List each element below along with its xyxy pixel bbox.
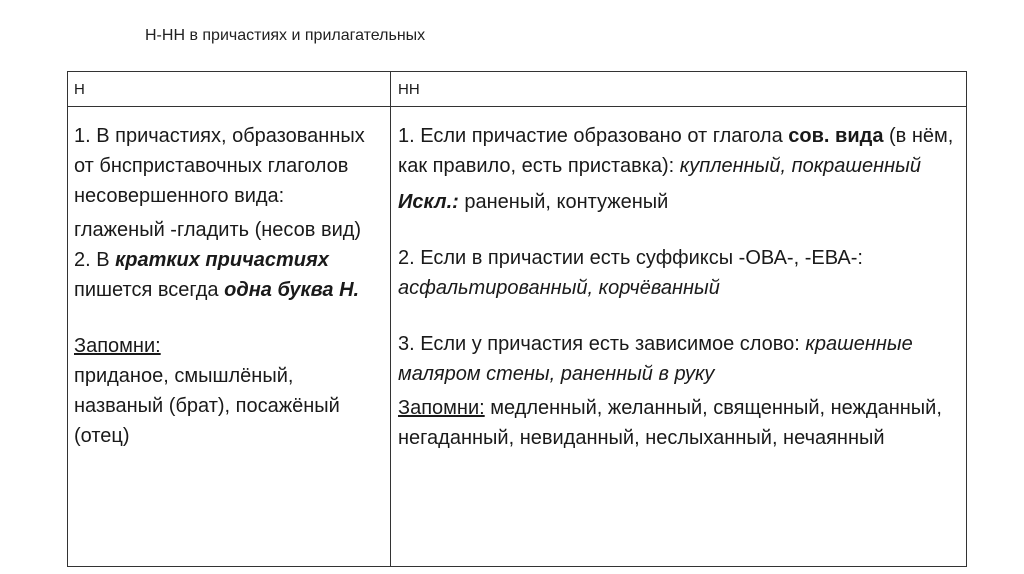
- rule-nn-3-examples: крашенные маляром стены, раненный в руку: [398, 333, 913, 385]
- remember-nn: [398, 393, 964, 453]
- remember-label-nn: Запомни:: [398, 397, 485, 419]
- short-participles-term: кратких причастиях: [115, 249, 329, 271]
- header-n: Н: [74, 81, 85, 98]
- cell-nn-rules: [398, 121, 964, 453]
- page-title: Н-НН в причастиях и прилагательных: [145, 27, 426, 44]
- rule-nn-2: 2. Если в причастии есть суффиксы -ОВА-, -ЕВА-: асфальтированный, корчёванный: [398, 247, 863, 299]
- rules-table: [67, 71, 967, 567]
- rule-n-1: 1. В причастиях, образованных от бнсприставочных глаголов несовершенного вида:: [74, 125, 365, 207]
- rule-nn-2-examples: асфальтированный, корчёванный: [398, 277, 720, 299]
- rule-n-2: 2. В кратких причастиях пишется всегда одна буква Н.: [74, 249, 360, 301]
- exception-label: Искл.:: [398, 191, 459, 213]
- column-divider: [390, 72, 391, 566]
- table-header-row: [68, 72, 966, 107]
- rule-nn-3: 3. Если у причастия есть зависимое слово: крашенные маляром стены, раненный в руку: [398, 333, 913, 385]
- remember-words-n: приданое, смышлёный, названый (брат), посажёный (отец): [74, 365, 340, 447]
- rule-n-example: глаженый -гладить (несов вид): [74, 219, 362, 241]
- remember-label-n: Запомни:: [74, 335, 161, 357]
- rule-nn-1: 1. Если причастие образовано от глагола сов. вида (в нём, как правило, есть приставка): купленный, покрашенный: [398, 125, 954, 177]
- exception-line: Искл.: раненый, контуженый: [398, 191, 669, 213]
- one-letter-term: одна буква Н.: [224, 279, 360, 301]
- header-nn: НН: [398, 81, 420, 98]
- remember-words-nn: медленный, желанный, священный, нежданный, негаданный, невиданный, неслыханный, нечаянный: [398, 397, 942, 449]
- perfective-term: сов. вида: [788, 125, 884, 147]
- cell-n-rules: [74, 121, 386, 451]
- rule-nn-1-examples: купленный, покрашенный: [679, 155, 921, 177]
